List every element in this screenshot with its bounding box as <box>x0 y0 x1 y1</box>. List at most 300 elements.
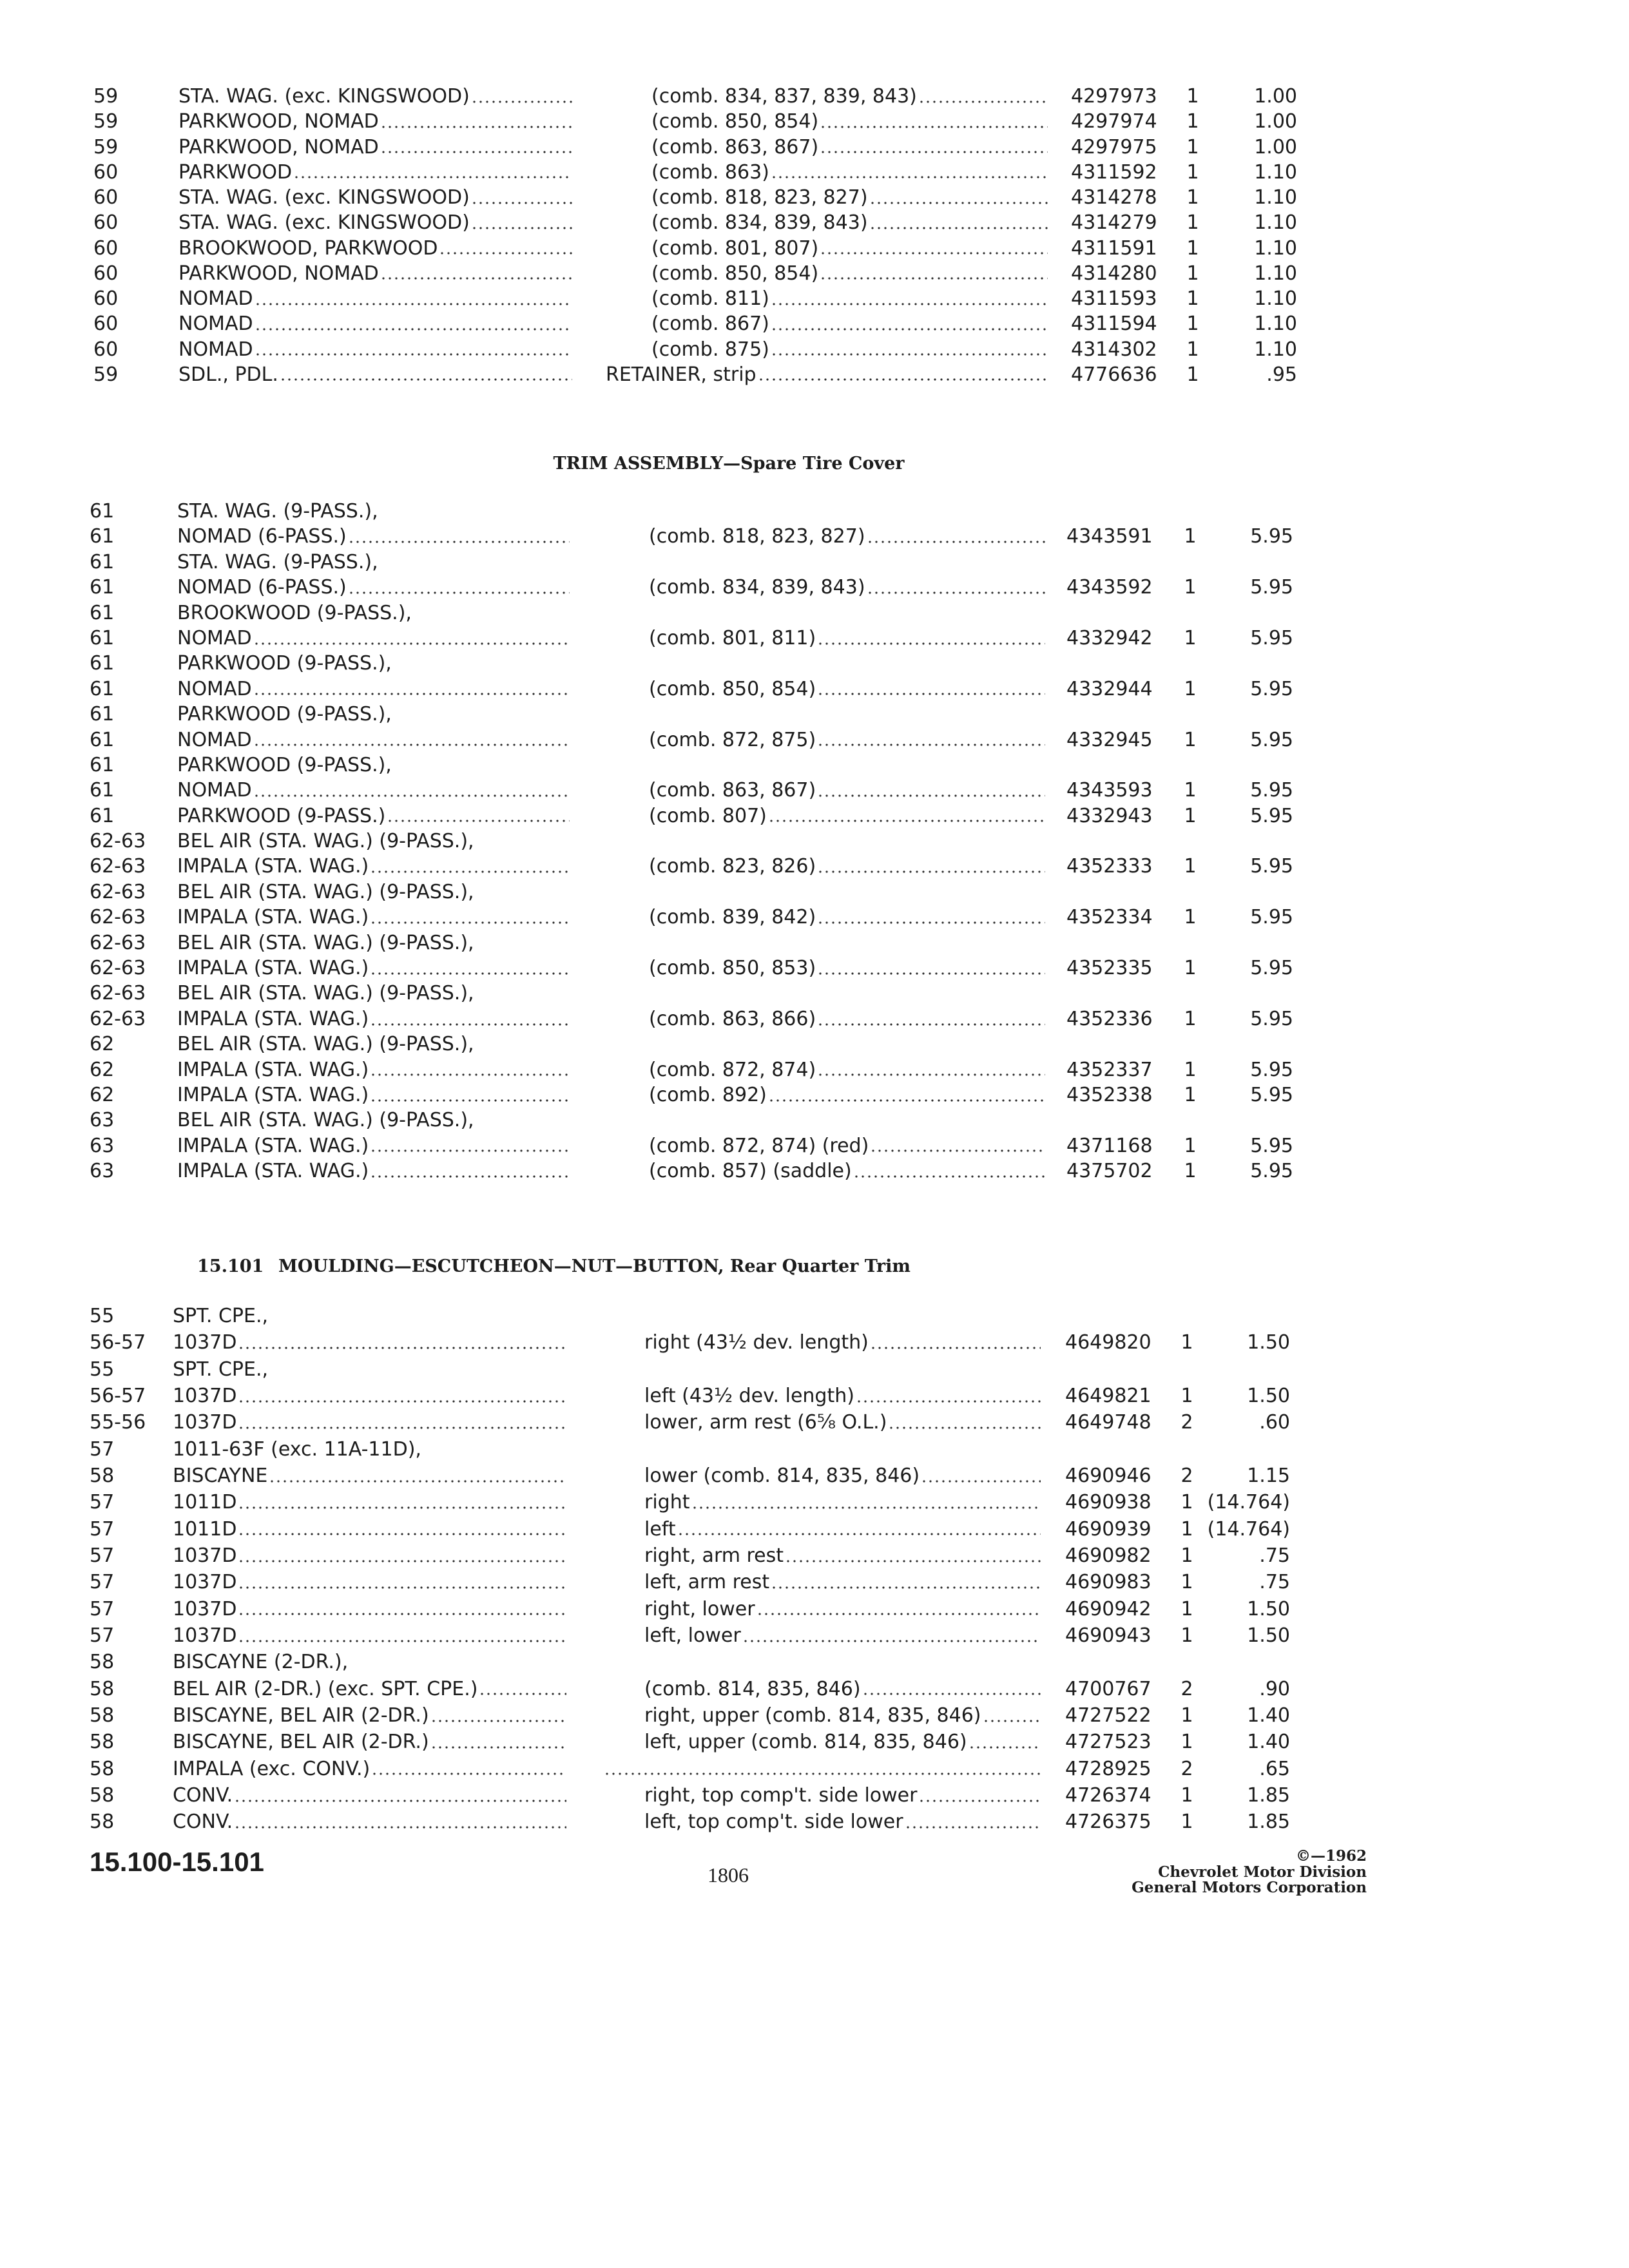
dot-leader <box>432 1729 566 1755</box>
part-number-cell: 4649748 <box>1065 1411 1152 1434</box>
model-cell-text: BISCAYNE <box>173 1464 268 1487</box>
part-number-cell: 4352334 <box>1066 906 1153 929</box>
model-cell <box>177 905 570 930</box>
model-cell: BISCAYNE (2-DR.), <box>173 1651 349 1674</box>
quantity-cell: 1 <box>1184 1083 1197 1106</box>
description-cell <box>644 1329 1041 1356</box>
part-number-cell: 4726375 <box>1065 1811 1152 1834</box>
description-cell-text: left, lower <box>644 1624 741 1647</box>
part-number-cell: 4314279 <box>1071 211 1157 235</box>
description-cell <box>649 803 1045 829</box>
description-cell <box>651 311 1048 336</box>
description-cell <box>644 1569 1041 1595</box>
model-cell <box>177 524 570 549</box>
part-number-cell: 4314280 <box>1071 262 1157 285</box>
quantity-cell: 2 <box>1181 1464 1193 1487</box>
model-cell: STA. WAG. (9-PASS.), <box>177 550 378 573</box>
model-cell <box>177 1082 570 1108</box>
description-cell <box>644 1489 1041 1515</box>
table-row <box>0 1409 1629 1436</box>
description-cell-text: (comb. 801, 811) <box>649 626 816 649</box>
price-cell: 1.85 <box>1247 1811 1290 1834</box>
price-cell: 1.00 <box>1254 85 1297 108</box>
dot-leader <box>773 311 1048 336</box>
description-cell-text: (comb. 834, 839, 843) <box>649 576 865 599</box>
model-cell <box>178 84 572 109</box>
price-cell: .90 <box>1259 1677 1290 1700</box>
description-cell <box>651 210 1048 235</box>
description-cell <box>651 286 1048 311</box>
year-cell: 62-63 <box>90 1007 146 1030</box>
part-number-cell: 4297974 <box>1071 110 1157 133</box>
year-cell: 63 <box>90 1134 115 1157</box>
dot-leader <box>679 1516 1041 1542</box>
description-cell <box>644 1516 1041 1542</box>
description-cell-text: (comb. 834, 837, 839, 843) <box>651 85 917 108</box>
table-row <box>0 210 1629 235</box>
description-cell <box>649 778 1045 803</box>
dot-leader <box>240 1622 566 1649</box>
table-row <box>0 1516 1629 1542</box>
description-cell <box>644 1596 1041 1622</box>
model-cell-text: IMPALA (STA. WAG.) <box>177 1083 369 1106</box>
part-number-cell: 4314278 <box>1071 186 1157 209</box>
description-cell <box>649 626 1045 651</box>
price-cell: 5.95 <box>1250 957 1293 980</box>
year-cell: 62-63 <box>90 982 146 1005</box>
dot-leader <box>907 1809 1041 1835</box>
description-cell-text: (comb. 863, 866) <box>649 1007 816 1030</box>
description-cell <box>651 185 1048 210</box>
model-cell <box>173 1383 566 1409</box>
model-cell-text: NOMAD <box>177 677 252 700</box>
year-cell: 61 <box>90 703 115 726</box>
price-cell: 1.00 <box>1254 110 1297 133</box>
price-cell: 5.95 <box>1250 1058 1293 1081</box>
quantity-cell: 1 <box>1186 211 1199 235</box>
description-cell-text: left, arm rest <box>644 1571 770 1594</box>
dot-leader <box>819 1006 1045 1032</box>
year-cell: 59 <box>93 135 119 159</box>
description-cell-text: (comb. 839, 842) <box>649 906 816 929</box>
part-number-cell: 4343592 <box>1066 576 1153 599</box>
part-number-cell: 4726374 <box>1065 1783 1152 1807</box>
quantity-cell: 1 <box>1184 1160 1197 1183</box>
part-number-cell: 4332943 <box>1066 804 1153 827</box>
year-cell: 60 <box>93 312 119 336</box>
model-cell: BEL AIR (STA. WAG.) (9-PASS.), <box>177 1033 474 1056</box>
model-cell: STA. WAG. (9-PASS.), <box>177 500 378 523</box>
dot-leader <box>760 362 1048 387</box>
model-cell-text: IMPALA (STA. WAG.) <box>177 1160 369 1183</box>
description-cell-text: left (43½ dev. length) <box>644 1384 854 1407</box>
price-cell: 5.95 <box>1250 804 1293 827</box>
dot-leader <box>473 84 572 109</box>
price-cell: 1.00 <box>1254 135 1297 159</box>
dot-leader <box>372 1158 570 1184</box>
quantity-cell: 2 <box>1181 1757 1193 1780</box>
model-cell-text: IMPALA (STA. WAG.) <box>177 957 369 980</box>
price-cell: 1.50 <box>1247 1597 1290 1620</box>
quantity-cell: 1 <box>1184 855 1197 878</box>
quantity-cell: 1 <box>1184 906 1197 929</box>
year-cell: 57 <box>90 1571 115 1594</box>
description-cell-text: (comb. 807) <box>649 804 767 827</box>
model-cell-text: NOMAD <box>177 728 252 751</box>
table-row <box>0 1809 1629 1835</box>
model-cell <box>177 1133 570 1158</box>
dot-leader <box>890 1409 1041 1436</box>
quantity-cell: 1 <box>1184 728 1197 751</box>
price-cell: 5.95 <box>1250 1160 1293 1183</box>
dot-leader <box>441 236 572 261</box>
dot-leader <box>819 778 1045 803</box>
dot-leader <box>822 236 1048 261</box>
dot-leader <box>372 956 570 981</box>
table-row <box>0 550 1629 575</box>
model-cell <box>177 626 570 651</box>
part-number-cell: 4311591 <box>1071 236 1157 260</box>
price-cell: 5.95 <box>1250 525 1293 548</box>
table-row <box>0 803 1629 829</box>
dot-leader <box>473 185 572 210</box>
dot-leader <box>872 1329 1041 1356</box>
dot-leader <box>819 1057 1045 1082</box>
model-cell <box>173 1809 566 1835</box>
model-cell: SPT. CPE., <box>173 1358 269 1381</box>
year-cell: 55 <box>90 1358 115 1381</box>
year-cell: 60 <box>93 211 119 235</box>
quantity-cell: 1 <box>1181 1811 1193 1834</box>
dot-leader <box>382 135 572 160</box>
table-row <box>0 185 1629 210</box>
year-cell: 57 <box>90 1624 115 1647</box>
quantity-cell: 1 <box>1184 576 1197 599</box>
quantity-cell: 1 <box>1184 626 1197 649</box>
dot-leader <box>236 1809 566 1835</box>
description-cell <box>649 1006 1045 1032</box>
dot-leader <box>255 677 570 702</box>
model-cell <box>177 956 570 981</box>
description-cell-text: right, upper (comb. 814, 835, 846) <box>644 1704 981 1727</box>
dot-leader <box>350 524 570 549</box>
model-cell-text: STA. WAG. (exc. KINGSWOOD) <box>178 85 470 108</box>
price-cell: (14.764) <box>1207 1517 1290 1541</box>
description-cell-text: right (43½ dev. length) <box>644 1331 869 1354</box>
dot-leader <box>240 1596 566 1622</box>
description-cell <box>651 109 1048 134</box>
model-cell <box>177 1158 570 1184</box>
year-cell: 61 <box>90 576 115 599</box>
model-cell <box>178 261 572 286</box>
model-cell-text: 1037D <box>173 1384 237 1407</box>
table-row <box>0 1356 1629 1383</box>
quantity-cell: 1 <box>1184 1058 1197 1081</box>
model-cell-text: 1037D <box>173 1571 237 1594</box>
quantity-cell: 1 <box>1186 110 1199 133</box>
year-cell: 61 <box>90 601 115 624</box>
model-cell <box>178 160 572 185</box>
part-number-cell: 4311592 <box>1071 160 1157 184</box>
price-cell: 1.50 <box>1247 1624 1290 1647</box>
description-cell-text: (comb. 872, 875) <box>649 728 816 751</box>
price-cell: 1.10 <box>1254 287 1297 310</box>
quantity-cell: 1 <box>1186 312 1199 336</box>
year-cell: 61 <box>90 500 115 523</box>
part-number-cell: 4727523 <box>1065 1731 1152 1754</box>
dot-leader <box>240 1489 566 1515</box>
model-cell <box>173 1756 566 1782</box>
year-cell: 63 <box>90 1160 115 1183</box>
table-row <box>0 1383 1629 1409</box>
part-number-cell: 4343593 <box>1066 779 1153 802</box>
dot-leader <box>822 261 1048 286</box>
dot-leader <box>864 1676 1041 1702</box>
part-number-cell: 4311593 <box>1071 287 1157 310</box>
price-cell: 5.95 <box>1250 626 1293 649</box>
model-cell <box>173 1516 566 1542</box>
dot-leader <box>432 1702 566 1729</box>
year-cell: 58 <box>90 1811 115 1834</box>
dot-leader <box>787 1542 1041 1569</box>
part-number-cell: 4352336 <box>1066 1007 1153 1030</box>
year-cell: 62-63 <box>90 855 146 878</box>
quantity-cell: 1 <box>1184 779 1197 802</box>
quantity-cell: 1 <box>1181 1597 1193 1620</box>
price-cell: 1.10 <box>1254 312 1297 336</box>
dot-leader <box>236 1782 566 1809</box>
table-row <box>0 1057 1629 1082</box>
model-cell <box>178 362 572 387</box>
description-cell <box>644 1383 1041 1409</box>
model-cell <box>178 236 572 261</box>
table-row <box>0 879 1629 905</box>
quantity-cell: 1 <box>1186 135 1199 159</box>
model-cell-text: NOMAD <box>178 338 253 361</box>
year-cell: 62-63 <box>90 880 146 903</box>
year-cell: 58 <box>90 1464 115 1487</box>
table-row <box>0 236 1629 261</box>
table-row <box>0 109 1629 134</box>
description-cell <box>649 524 1045 549</box>
model-cell: BEL AIR (STA. WAG.) (9-PASS.), <box>177 830 474 853</box>
quantity-cell: 1 <box>1181 1783 1193 1807</box>
table-row <box>0 1108 1629 1133</box>
dot-leader <box>819 854 1045 879</box>
model-cell-text: BISCAYNE, BEL AIR (2-DR.) <box>173 1704 429 1727</box>
dot-leader <box>382 109 572 134</box>
dot-leader <box>372 1082 570 1108</box>
description-cell <box>644 1409 1041 1436</box>
description-cell-text: left, top comp't. side lower <box>644 1811 903 1834</box>
dot-leader <box>758 1596 1041 1622</box>
description-cell-text: (comb. 814, 835, 846) <box>644 1677 861 1700</box>
year-cell: 62-63 <box>90 931 146 954</box>
year-cell: 57 <box>90 1517 115 1541</box>
part-number-cell: 4690938 <box>1065 1491 1152 1514</box>
part-number-cell: 4332944 <box>1066 677 1153 700</box>
model-cell <box>177 575 570 600</box>
table-row <box>0 651 1629 676</box>
description-cell-text: (comb. 863, 867) <box>649 779 816 802</box>
model-cell-text: BISCAYNE, BEL AIR (2-DR.) <box>173 1731 429 1754</box>
dot-leader <box>773 160 1048 185</box>
model-cell <box>178 337 572 362</box>
quantity-cell: 1 <box>1186 338 1199 361</box>
section-title: TRIM ASSEMBLY—Spare Tire Cover <box>553 454 905 474</box>
model-cell-text: PARKWOOD, NOMAD <box>178 135 379 159</box>
part-number-cell: 4332945 <box>1066 728 1153 751</box>
model-cell <box>173 1676 566 1702</box>
table-row <box>0 1158 1629 1184</box>
model-cell-text: IMPALA (STA. WAG.) <box>177 1007 369 1030</box>
model-cell <box>173 1329 566 1356</box>
table-row <box>0 727 1629 753</box>
year-cell: 61 <box>90 804 115 827</box>
table-row <box>0 905 1629 930</box>
copyright-line: ©—1962 <box>1295 1847 1367 1865</box>
model-cell <box>173 1782 566 1809</box>
publisher-block <box>1132 1849 1367 1896</box>
model-cell-text: PARKWOOD <box>178 160 293 184</box>
dot-leader <box>372 1006 570 1032</box>
model-cell-text: IMPALA (STA. WAG.) <box>177 1134 369 1157</box>
table-row <box>0 829 1629 854</box>
dot-leader <box>282 362 572 387</box>
model-cell-text: BROOKWOOD, PARKWOOD <box>178 236 438 260</box>
dot-leader <box>256 337 572 362</box>
table-row <box>0 854 1629 879</box>
dot-leader <box>350 575 570 600</box>
dot-leader <box>256 311 572 336</box>
part-number-cell: 4690946 <box>1065 1464 1152 1487</box>
dot-leader <box>693 1489 1041 1515</box>
description-cell <box>649 854 1045 879</box>
year-cell: 58 <box>90 1677 115 1700</box>
quantity-cell: 1 <box>1184 1134 1197 1157</box>
dot-leader <box>872 1133 1045 1158</box>
dot-leader <box>819 677 1045 702</box>
year-cell: 56-57 <box>90 1384 146 1407</box>
dot-leader <box>473 210 572 235</box>
year-cell: 57 <box>90 1597 115 1620</box>
table-row <box>0 135 1629 160</box>
table-row <box>0 930 1629 956</box>
year-cell: 62-63 <box>90 830 146 853</box>
description-cell-text: (comb. 863, 867) <box>651 135 819 159</box>
description-cell <box>651 160 1048 185</box>
year-cell: 61 <box>90 779 115 802</box>
part-number-cell: 4332942 <box>1066 626 1153 649</box>
price-cell: 5.95 <box>1250 677 1293 700</box>
price-cell: 5.95 <box>1250 1007 1293 1030</box>
table-row <box>0 1622 1629 1649</box>
part-number-cell: 4352335 <box>1066 957 1153 980</box>
table-row <box>0 337 1629 362</box>
dot-leader <box>295 160 572 185</box>
price-cell: 1.10 <box>1254 186 1297 209</box>
dot-leader <box>773 337 1048 362</box>
description-cell-text: (comb. 801, 807) <box>651 236 819 260</box>
year-cell: 61 <box>90 677 115 700</box>
year-cell: 60 <box>93 262 119 285</box>
model-cell <box>177 677 570 702</box>
description-cell <box>606 362 1048 387</box>
description-cell-text: (comb. 834, 839, 843) <box>651 211 868 235</box>
table-row <box>0 1303 1629 1329</box>
part-number-cell: 4375702 <box>1066 1160 1153 1183</box>
price-cell: 1.50 <box>1247 1384 1290 1407</box>
model-cell: BEL AIR (STA. WAG.) (9-PASS.), <box>177 1109 474 1132</box>
model-cell-text: NOMAD <box>178 312 253 336</box>
parts-table-rear-quarter-trim <box>0 1303 1629 1836</box>
price-cell: 5.95 <box>1250 779 1293 802</box>
price-cell: 5.95 <box>1250 1134 1293 1157</box>
price-cell: (14.764) <box>1207 1491 1290 1514</box>
description-cell-text: (comb. 867) <box>651 312 769 336</box>
price-cell: .75 <box>1259 1571 1290 1594</box>
table-row <box>0 1032 1629 1057</box>
dot-leader <box>255 626 570 651</box>
table-row <box>0 626 1629 651</box>
table-row <box>0 601 1629 626</box>
price-cell: .95 <box>1266 363 1297 386</box>
price-cell: 1.40 <box>1247 1731 1290 1754</box>
description-cell-text: (comb. 857) (saddle) <box>649 1160 852 1183</box>
description-cell-text: right, arm rest <box>644 1544 784 1567</box>
description-cell <box>651 236 1048 261</box>
dot-leader <box>923 1463 1041 1489</box>
year-cell: 61 <box>90 753 115 776</box>
dot-leader <box>240 1516 566 1542</box>
division-line: Chevrolet Motor Division <box>1158 1863 1367 1881</box>
section-title: MOULDING—ESCUTCHEON—NUT—BUTTON, Rear Quarter Trim <box>278 1256 911 1276</box>
quantity-cell: 1 <box>1181 1571 1193 1594</box>
description-cell-text: (comb. 818, 823, 827) <box>651 186 868 209</box>
quantity-cell: 1 <box>1181 1517 1193 1541</box>
year-cell: 61 <box>90 550 115 573</box>
part-number-cell: 4690983 <box>1065 1571 1152 1594</box>
part-number-cell: 4352337 <box>1066 1058 1153 1081</box>
quantity-cell: 1 <box>1184 525 1197 548</box>
model-cell-text: BEL AIR (2-DR.) (exc. SPT. CPE.) <box>173 1677 478 1700</box>
dot-leader <box>382 261 572 286</box>
description-cell-text: (comb. 818, 823, 827) <box>649 525 865 548</box>
quantity-cell: 1 <box>1181 1331 1193 1354</box>
price-cell: 1.10 <box>1254 211 1297 235</box>
dot-leader <box>373 1756 566 1782</box>
part-number-cell: 4690982 <box>1065 1544 1152 1567</box>
dot-leader <box>822 109 1048 134</box>
description-cell-text: left, upper (comb. 814, 835, 846) <box>644 1731 967 1754</box>
model-cell-text: 1037D <box>173 1411 237 1434</box>
table-row <box>0 311 1629 336</box>
model-cell-text: PARKWOOD, NOMAD <box>178 262 379 285</box>
description-cell-text: RETAINER, strip <box>606 363 757 386</box>
part-number-cell: 4297975 <box>1071 135 1157 159</box>
year-cell: 62-63 <box>90 957 146 980</box>
description-cell <box>602 1756 1041 1782</box>
table-row <box>0 1676 1629 1702</box>
table-row <box>0 1436 1629 1463</box>
dot-leader <box>920 1782 1041 1809</box>
model-cell-text: IMPALA (STA. WAG.) <box>177 1058 369 1081</box>
description-cell-text: (comb. 850, 854) <box>651 262 819 285</box>
description-cell <box>644 1542 1041 1569</box>
price-cell: .60 <box>1259 1411 1290 1434</box>
part-number-cell: 4297973 <box>1071 85 1157 108</box>
description-cell <box>649 1133 1045 1158</box>
